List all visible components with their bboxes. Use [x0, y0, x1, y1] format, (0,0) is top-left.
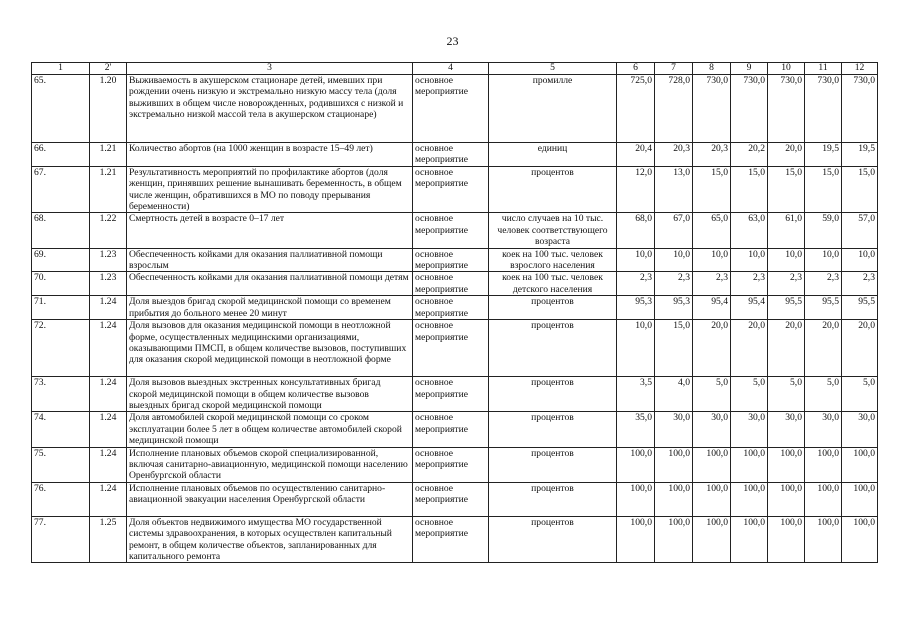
year-value: 15,0 [805, 166, 842, 213]
measure-type: основное мероприятие [413, 377, 489, 412]
year-value: 67,0 [655, 213, 693, 248]
indicator-name: Доля объектов недвижимого имущества МО государственной системы здравоохранения, в которых осуществлен капитальный ремонт, в общем количестве объектов, запланированных для капитального ремонта [127, 516, 413, 563]
unit-of-measure: процентов [489, 412, 617, 447]
year-value: 20,0 [731, 320, 768, 377]
year-value: 30,0 [805, 412, 842, 447]
column-header: 4 [413, 63, 489, 75]
table-row [32, 296, 878, 320]
year-value: 61,0 [768, 213, 805, 248]
unit-of-measure: процентов [489, 166, 617, 213]
indicator-name: Выживаемость в акушерском стационаре детей, имевших при рождении очень низкую и экстремально низкую массу тела (доля выживших в общем числе новорожденных, родившихся с низкой и экстремально низкой массой тела в акушерском стационаре) [127, 75, 413, 143]
measure-type: основное мероприятие [413, 75, 489, 143]
measure-type: основное мероприятие [413, 248, 489, 272]
indicators-table [31, 62, 878, 563]
table-row [32, 75, 878, 143]
table-row [32, 482, 878, 516]
column-header: 5 [489, 63, 617, 75]
year-value: 100,0 [617, 447, 655, 482]
measure-type: основное мероприятие [413, 143, 489, 167]
year-value: 20,0 [805, 320, 842, 377]
year-value: 725,0 [617, 75, 655, 143]
year-value: 68,0 [617, 213, 655, 248]
row-code: 1.25 [90, 516, 127, 563]
measure-type: основное мероприятие [413, 516, 489, 563]
year-value: 13,0 [655, 166, 693, 213]
measure-type: основное мероприятие [413, 296, 489, 320]
indicator-name: Исполнение плановых объемов скорой специализированной, включая санитарно-авиационную, медицинской помощи населению Оренбургской области [127, 447, 413, 482]
year-value: 30,0 [842, 412, 878, 447]
indicator-name: Доля автомобилей скорой медицинской помощи со сроком эксплуатации более 5 лет в общем количестве автомобилей скорой медицинской помощи [127, 412, 413, 447]
row-code: 1.23 [90, 272, 127, 296]
row-number: 77. [32, 516, 90, 563]
column-header: 3 [127, 63, 413, 75]
row-code: 1.20 [90, 75, 127, 143]
row-code: 1.24 [90, 296, 127, 320]
year-value: 100,0 [731, 516, 768, 563]
year-value: 2,3 [842, 272, 878, 296]
year-value: 2,3 [693, 272, 731, 296]
year-value: 730,0 [805, 75, 842, 143]
year-value: 95,4 [731, 296, 768, 320]
year-value: 100,0 [805, 447, 842, 482]
row-number: 71. [32, 296, 90, 320]
year-value: 100,0 [617, 516, 655, 563]
row-code: 1.24 [90, 377, 127, 412]
indicator-name: Доля выездов бригад скорой медицинской помощи со временем прибытия до больного менее 20 минут [127, 296, 413, 320]
year-value: 20,0 [693, 320, 731, 377]
year-value: 12,0 [617, 166, 655, 213]
year-value: 100,0 [768, 482, 805, 516]
row-number: 68. [32, 213, 90, 248]
year-value: 15,0 [731, 166, 768, 213]
unit-of-measure: процентов [489, 447, 617, 482]
year-value: 20,0 [768, 143, 805, 167]
year-value: 730,0 [768, 75, 805, 143]
table-row [32, 377, 878, 412]
row-code: 1.24 [90, 447, 127, 482]
year-value: 20,0 [768, 320, 805, 377]
year-value: 20,0 [842, 320, 878, 377]
row-code: 1.23 [90, 248, 127, 272]
row-number: 72. [32, 320, 90, 377]
year-value: 10,0 [731, 248, 768, 272]
measure-type: основное мероприятие [413, 447, 489, 482]
year-value: 100,0 [731, 447, 768, 482]
unit-of-measure: процентов [489, 320, 617, 377]
row-number: 66. [32, 143, 90, 167]
row-number: 67. [32, 166, 90, 213]
column-header: 11 [805, 63, 842, 75]
year-value: 35,0 [617, 412, 655, 447]
year-value: 15,0 [842, 166, 878, 213]
year-value: 5,0 [731, 377, 768, 412]
indicator-name: Результативность мероприятий по профилактике абортов (доля женщин, принявших решение вынашивать беременность, в общем числе женщин, обратившихся в МО по поводу прерывания беременности) [127, 166, 413, 213]
year-value: 10,0 [617, 248, 655, 272]
year-value: 57,0 [842, 213, 878, 248]
year-value: 95,4 [693, 296, 731, 320]
year-value: 10,0 [655, 248, 693, 272]
year-value: 10,0 [693, 248, 731, 272]
year-value: 20,3 [655, 143, 693, 167]
table-row [32, 516, 878, 563]
table-row [32, 143, 878, 167]
measure-type: основное мероприятие [413, 482, 489, 516]
year-value: 5,0 [842, 377, 878, 412]
measure-type: основное мероприятие [413, 412, 489, 447]
indicator-name: Обеспеченность койками для оказания паллиативной помощи взрослым [127, 248, 413, 272]
year-value: 730,0 [731, 75, 768, 143]
column-header: 12 [842, 63, 878, 75]
indicator-name: Доля вызовов выездных экстренных консультативных бригад скорой медицинской помощи в общем количестве вызовов выездных бригад скорой медицинской помощи [127, 377, 413, 412]
year-value: 4,0 [655, 377, 693, 412]
year-value: 10,0 [617, 320, 655, 377]
year-value: 10,0 [842, 248, 878, 272]
row-code: 1.24 [90, 320, 127, 377]
unit-of-measure: число случаев на 10 тыс. человек соответствующего возраста [489, 213, 617, 248]
unit-of-measure: коек на 100 тыс. человек взрослого населения [489, 248, 617, 272]
unit-of-measure: процентов [489, 516, 617, 563]
indicator-name: Исполнение плановых объемов по осуществлению санитарно-авиационной эвакуации населения Оренбургской области [127, 482, 413, 516]
year-value: 63,0 [731, 213, 768, 248]
unit-of-measure: коек на 100 тыс. человек детского населения [489, 272, 617, 296]
row-code: 1.22 [90, 213, 127, 248]
table-row [32, 447, 878, 482]
year-value: 30,0 [768, 412, 805, 447]
year-value: 15,0 [693, 166, 731, 213]
year-value: 10,0 [768, 248, 805, 272]
year-value: 59,0 [805, 213, 842, 248]
year-value: 100,0 [655, 482, 693, 516]
year-value: 19,5 [805, 143, 842, 167]
year-value: 95,3 [655, 296, 693, 320]
row-code: 1.21 [90, 143, 127, 167]
year-value: 100,0 [617, 482, 655, 516]
row-code: 1.24 [90, 412, 127, 447]
row-number: 75. [32, 447, 90, 482]
year-value: 2,3 [805, 272, 842, 296]
year-value: 100,0 [731, 482, 768, 516]
year-value: 30,0 [731, 412, 768, 447]
row-number: 74. [32, 412, 90, 447]
table-header-row [32, 63, 878, 75]
year-value: 100,0 [693, 447, 731, 482]
row-number: 69. [32, 248, 90, 272]
page-number: 23 [446, 34, 459, 48]
measure-type: основное мероприятие [413, 272, 489, 296]
column-header: 6 [617, 63, 655, 75]
measure-type: основное мероприятие [413, 320, 489, 377]
year-value: 100,0 [805, 516, 842, 563]
year-value: 100,0 [842, 447, 878, 482]
year-value: 20,4 [617, 143, 655, 167]
year-value: 2,3 [731, 272, 768, 296]
year-value: 15,0 [768, 166, 805, 213]
year-value: 20,3 [693, 143, 731, 167]
row-code: 1.21 [90, 166, 127, 213]
year-value: 100,0 [842, 482, 878, 516]
measure-type: основное мероприятие [413, 166, 489, 213]
year-value: 100,0 [805, 482, 842, 516]
year-value: 10,0 [805, 248, 842, 272]
unit-of-measure: единиц [489, 143, 617, 167]
year-value: 95,5 [842, 296, 878, 320]
row-number: 73. [32, 377, 90, 412]
table-row [32, 248, 878, 272]
year-value: 30,0 [693, 412, 731, 447]
year-value: 100,0 [693, 482, 731, 516]
column-header: 9 [731, 63, 768, 75]
year-value: 20,2 [731, 143, 768, 167]
year-value: 730,0 [842, 75, 878, 143]
indicator-name: Количество абортов (на 1000 женщин в возрасте 15–49 лет) [127, 143, 413, 167]
year-value: 5,0 [805, 377, 842, 412]
year-value: 5,0 [768, 377, 805, 412]
year-value: 95,5 [805, 296, 842, 320]
year-value: 100,0 [693, 516, 731, 563]
year-value: 15,0 [655, 320, 693, 377]
table-row [32, 412, 878, 447]
column-header: 1 [32, 63, 90, 75]
row-code: 1.24 [90, 482, 127, 516]
unit-of-measure: процентов [489, 296, 617, 320]
year-value: 2,3 [655, 272, 693, 296]
indicator-name: Смертность детей в возрасте 0–17 лет [127, 213, 413, 248]
year-value: 100,0 [655, 447, 693, 482]
column-header: 10 [768, 63, 805, 75]
column-header: 7 [655, 63, 693, 75]
indicator-name: Доля вызовов для оказания медицинской помощи в неотложной форме, осуществленных медицинскими организациями, оказывающими ПМСП, в общем количестве вызовов, поступивших для оказания скорой медицинской помощи в неотложной форме [127, 320, 413, 377]
year-value: 95,3 [617, 296, 655, 320]
year-value: 19,5 [842, 143, 878, 167]
column-header: 2' [90, 63, 127, 75]
year-value: 730,0 [693, 75, 731, 143]
year-value: 95,5 [768, 296, 805, 320]
table-row [32, 166, 878, 213]
year-value: 30,0 [655, 412, 693, 447]
year-value: 5,0 [693, 377, 731, 412]
unit-of-measure: процентов [489, 377, 617, 412]
table-row [32, 320, 878, 377]
year-value: 100,0 [768, 516, 805, 563]
year-value: 2,3 [768, 272, 805, 296]
row-number: 76. [32, 482, 90, 516]
unit-of-measure: промилле [489, 75, 617, 143]
table-row [32, 213, 878, 248]
year-value: 728,0 [655, 75, 693, 143]
year-value: 100,0 [655, 516, 693, 563]
row-number: 65. [32, 75, 90, 143]
column-header: 8 [693, 63, 731, 75]
table-row [32, 272, 878, 296]
year-value: 100,0 [842, 516, 878, 563]
measure-type: основное мероприятие [413, 213, 489, 248]
indicator-name: Обеспеченность койками для оказания паллиативной помощи детям [127, 272, 413, 296]
year-value: 100,0 [768, 447, 805, 482]
year-value: 2,3 [617, 272, 655, 296]
year-value: 3,5 [617, 377, 655, 412]
year-value: 65,0 [693, 213, 731, 248]
unit-of-measure: процентов [489, 482, 617, 516]
row-number: 70. [32, 272, 90, 296]
